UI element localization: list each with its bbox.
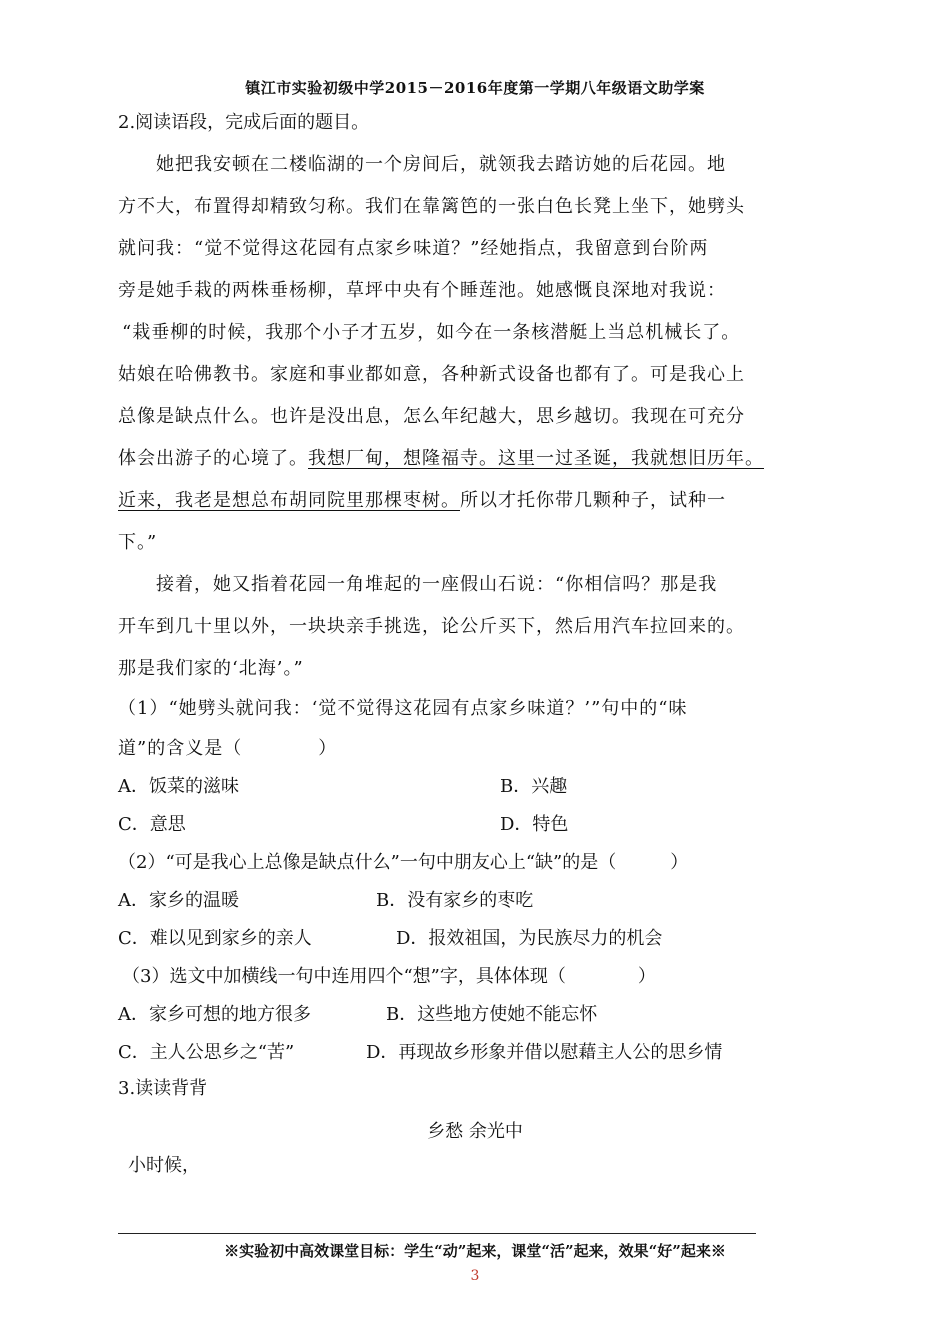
q1-option-b: B．兴趣 (500, 776, 568, 797)
passage-line: 开车到几十里以外，一块块亲手挑选，论公斤买下，然后用汽车拉回来的。 (118, 616, 745, 637)
passage-text: 所以才托你带几颗种子，试种一 (460, 490, 726, 511)
passage-line: 就问我：“觉不觉得这花园有点家乡味道？”经她指点，我留意到台阶两 (118, 238, 709, 259)
q3-option-c: C．主人公思乡之“苦” (118, 1042, 295, 1063)
section3-title: 3.读读背背 (118, 1078, 208, 1099)
question-1-stem: 道”的含义是（ ） (118, 738, 338, 759)
passage-line: 她把我安顿在二楼临湖的一个房间后，就领我去踏访她的后花园。地 (156, 154, 726, 175)
question-1-stem: （1）“她劈头就问我：‘觉不觉得这花园有点家乡味道？’”句中的“味 (118, 698, 688, 719)
poem-title: 乡愁 余光中 (427, 1121, 523, 1142)
passage-line (118, 492, 726, 510)
passage-line: 姑娘在哈佛教书。家庭和事业都如意，各种新式设备也都有了。可是我心上 (118, 364, 745, 385)
q1-option-c: C．意思 (118, 814, 186, 835)
page-header: 镇江市实验初级中学2015－2016年度第一学期八年级语文助学案 (245, 79, 705, 97)
question-3-stem: （3）选文中加横线一句中连用四个“想”字，具体体现（ ） (122, 966, 656, 987)
q2-option-d: D．报效祖国，为民族尽力的机会 (396, 928, 663, 949)
page-number: 3 (470, 1268, 480, 1284)
question-2-stem: （2）“可是我心上总像是缺点什么”一句中朋友心上“缺”的是（ ） (118, 852, 689, 873)
q3-option-b: B．这些地方使她不能忘怀 (386, 1004, 598, 1025)
q3-option-d: D．再现故乡形象并借以慰藉主人公的思乡情 (366, 1042, 723, 1063)
passage-line: 方不大，布置得却精致匀称。我们在靠篱笆的一张白色长凳上坐下，她劈头 (118, 196, 745, 217)
passage-text: 体会出游子的心境了。 (118, 448, 308, 469)
page-footer: ※实验初中高效课堂目标：学生“动”起来，课堂“活”起来，效果“好”起来※ (224, 1242, 726, 1260)
q3-option-a: A．家乡可想的地方很多 (118, 1004, 311, 1025)
q2-option-c: C．难以见到家乡的亲人 (118, 928, 312, 949)
footer-divider (118, 1233, 756, 1234)
underlined-sentence: 我想厂甸，想隆福寺。这里一过圣诞，我就想旧历年。 (308, 448, 764, 469)
underlined-sentence: 近来，我老是想总布胡同院里那棵枣树。 (118, 490, 460, 511)
passage-line: 那是我们家的‘北海’。” (118, 658, 304, 679)
passage-line: 接着，她又指着花园一角堆起的一座假山石说：“你相信吗？那是我 (156, 574, 718, 595)
poem-line: 小时候， (128, 1155, 200, 1176)
q2-option-b: B．没有家乡的枣吃 (376, 890, 534, 911)
passage-line: 下。” (118, 532, 158, 553)
passage-line: 旁是她手栽的两株垂杨柳，草坪中央有个睡莲池。她感慨良深地对我说： (118, 280, 726, 301)
q2-option-a: A．家乡的温暖 (118, 890, 239, 911)
passage-line: “栽垂柳的时候，我那个小子才五岁，如今在一条核潜艇上当总机械长了。 (122, 322, 741, 343)
q1-option-d: D．特色 (500, 814, 569, 835)
passage-line (118, 450, 764, 468)
passage-line: 总像是缺点什么。也许是没出息，怎么年纪越大，思乡越切。我现在可充分 (118, 406, 745, 427)
section2-title: 2.阅读语段，完成后面的题目。 (118, 112, 370, 133)
q1-option-a: A．饭菜的滋味 (118, 776, 239, 797)
